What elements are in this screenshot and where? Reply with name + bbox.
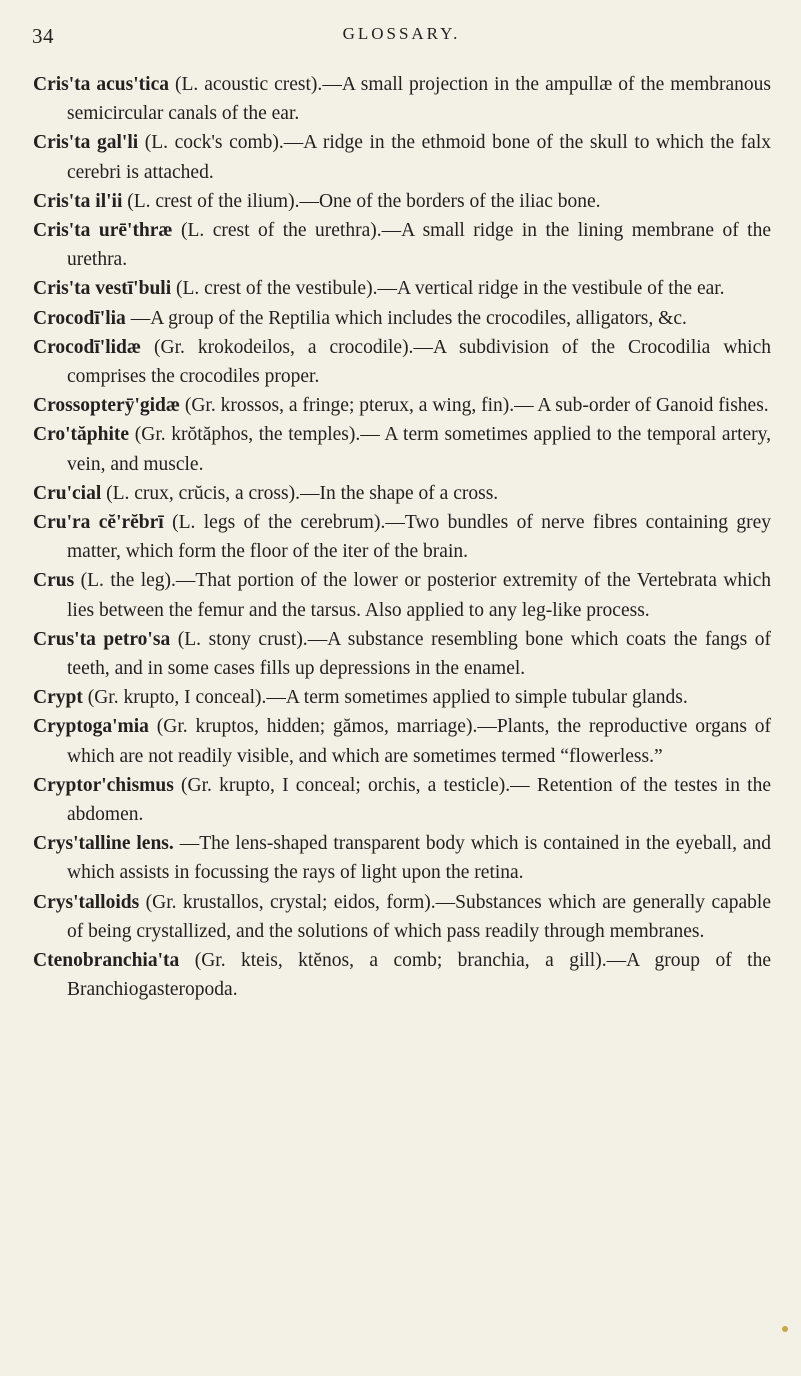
definition: —A substance resembling bone which coats the fangs of teeth, and in some cases fills up depressions in the enamel. — [67, 628, 772, 680]
glossary-entry — [33, 712, 771, 770]
etymology: (L. acoustic crest). — [174, 74, 323, 95]
definition: —A vertical ridge in the vestibule of the ear. — [377, 278, 725, 300]
headword: Cris'ta acus'tica — [33, 74, 169, 95]
etymology: (Gr. krupto, I conceal). — [87, 687, 267, 709]
running-head: GLOSSARY. — [342, 24, 461, 43]
glossary-entry — [33, 128, 771, 186]
definition: —A term sometimes applied to simple tubular glands. — [266, 687, 688, 709]
headword: Crys'talloids — [33, 891, 140, 913]
definition: —A small projection in the ampullæ of the membranous semicircular canals of the ear. — [67, 74, 771, 125]
etymology: (L. cock's comb). — [144, 132, 284, 154]
glossary-entry — [33, 304, 771, 333]
definition: —The lens-shaped transparent body which is contained in the eyeball, and which assists in focussing the rays of light upon the retina. — [67, 833, 772, 884]
headword: Crypt — [33, 687, 83, 709]
definition: —A small ridge in the lining membrane of the urethra. — [67, 220, 771, 271]
headword: Cru'ra cĕ'rĕbrī — [33, 512, 164, 534]
definition: —A ridge in the ethmoid bone of the skull to which the falx cerebri is attached. — [67, 132, 772, 183]
definition: —In the shape of a cross. — [299, 482, 499, 504]
glossary-entry — [33, 274, 771, 303]
glossary-entry — [33, 829, 771, 887]
etymology: (L. stony crust). — [177, 628, 308, 650]
headword: Cris'ta il'ii — [33, 190, 123, 212]
definition: —A group of the Branchiogasteropoda. — [67, 950, 771, 1001]
etymology: (L. crux, crŭcis, a cross). — [106, 482, 300, 504]
headword: Cris'ta gal'li — [33, 132, 139, 154]
definition: —That portion of the lower or posterior extremity of the Vertebrata which lies between the femur and the tarsus. Also applied to any leg-like process. — [67, 570, 772, 621]
definition: — A term sometimes applied to the temporal artery, vein, and muscle. — [67, 424, 772, 475]
glossary-entry — [33, 566, 771, 624]
headword: Crocodī'lia — [33, 307, 126, 329]
glossary-entry — [33, 508, 771, 566]
headword: Ctenobranchia'ta — [33, 950, 180, 972]
page-header — [32, 24, 771, 54]
etymology: (L. legs of the cerebrum). — [172, 512, 386, 534]
headword: Cru'cial — [33, 482, 102, 504]
etymology: (L. crest of the ilium). — [127, 190, 300, 212]
glossary-entry — [33, 771, 771, 829]
glossary-entry — [33, 187, 771, 216]
glossary-entry — [33, 683, 771, 712]
headword: Crossopterȳ'gidæ — [33, 395, 180, 417]
definition: —Two bundles of nerve fibres containing grey matter, which form the floor of the iter of the brain. — [67, 512, 772, 563]
definition: —Plants, the reproductive organs of which are not readily visible, and which are sometimes termed “flowerless.” — [67, 716, 771, 767]
headword: Crocodī'lidæ — [33, 336, 141, 358]
glossary-entry — [33, 420, 771, 478]
glossary-entry — [33, 625, 771, 683]
headword: Cris'ta urē'thræ — [33, 220, 173, 242]
definition: —One of the borders of the iliac bone. — [299, 190, 601, 212]
definition: —A subdivision of the Crocodilia which comprises the crocodiles proper. — [67, 336, 771, 388]
etymology: (L. crest of the vestibule). — [176, 278, 378, 300]
glossary-entry — [33, 888, 771, 946]
glossary-entry — [33, 391, 771, 420]
etymology: (Gr. krŏtăphos, the temples). — [134, 424, 361, 446]
ink-spot — [782, 1326, 788, 1332]
glossary-entry — [33, 70, 771, 128]
etymology: (Gr. krokodeilos, a crocodile). — [154, 336, 414, 358]
headword: Cris'ta vestī'buli — [33, 278, 172, 300]
page-number: 34 — [32, 24, 54, 48]
definition: —A group of the Reptilia which includes the crocodiles, alligators, &c. — [130, 307, 687, 329]
etymology: (Gr. krupto, I conceal; orchis, a testicle). — [181, 774, 511, 796]
headword: Crus'ta petro'sa — [33, 628, 171, 650]
headword: Cryptor'chismus — [33, 774, 174, 796]
etymology: (Gr. krossos, a fringe; pterux, a wing, fin). — [184, 395, 515, 417]
headword: Crys'talline lens. — [33, 833, 174, 855]
etymology: (Gr. krustallos, crystal; eidos, form). — [145, 891, 436, 913]
glossary-entry — [33, 946, 771, 1004]
definition: — Retention of the testes in the abdomen. — [67, 774, 772, 826]
definition: — A sub-order of Ganoid fishes. — [514, 395, 769, 417]
definition: —Substances which are generally capable of being crystallized, and the solutions of which pass readily through membranes. — [67, 891, 772, 942]
etymology: (Gr. kteis, ktĕnos, a comb; branchia, a gill). — [194, 950, 607, 972]
etymology: (Gr. kruptos, hidden; gămos, marriage). — [156, 716, 478, 738]
glossary-entry — [33, 333, 771, 391]
glossary-entry — [33, 216, 771, 274]
glossary-entry — [33, 479, 771, 508]
glossary-entries — [33, 70, 771, 1005]
etymology: (L. the leg). — [80, 570, 176, 592]
headword: Cryptoga'mia — [33, 716, 149, 738]
etymology: (L. crest of the urethra). — [181, 220, 382, 242]
headword: Crus — [33, 570, 75, 592]
headword: Cro'tăphite — [33, 424, 130, 446]
